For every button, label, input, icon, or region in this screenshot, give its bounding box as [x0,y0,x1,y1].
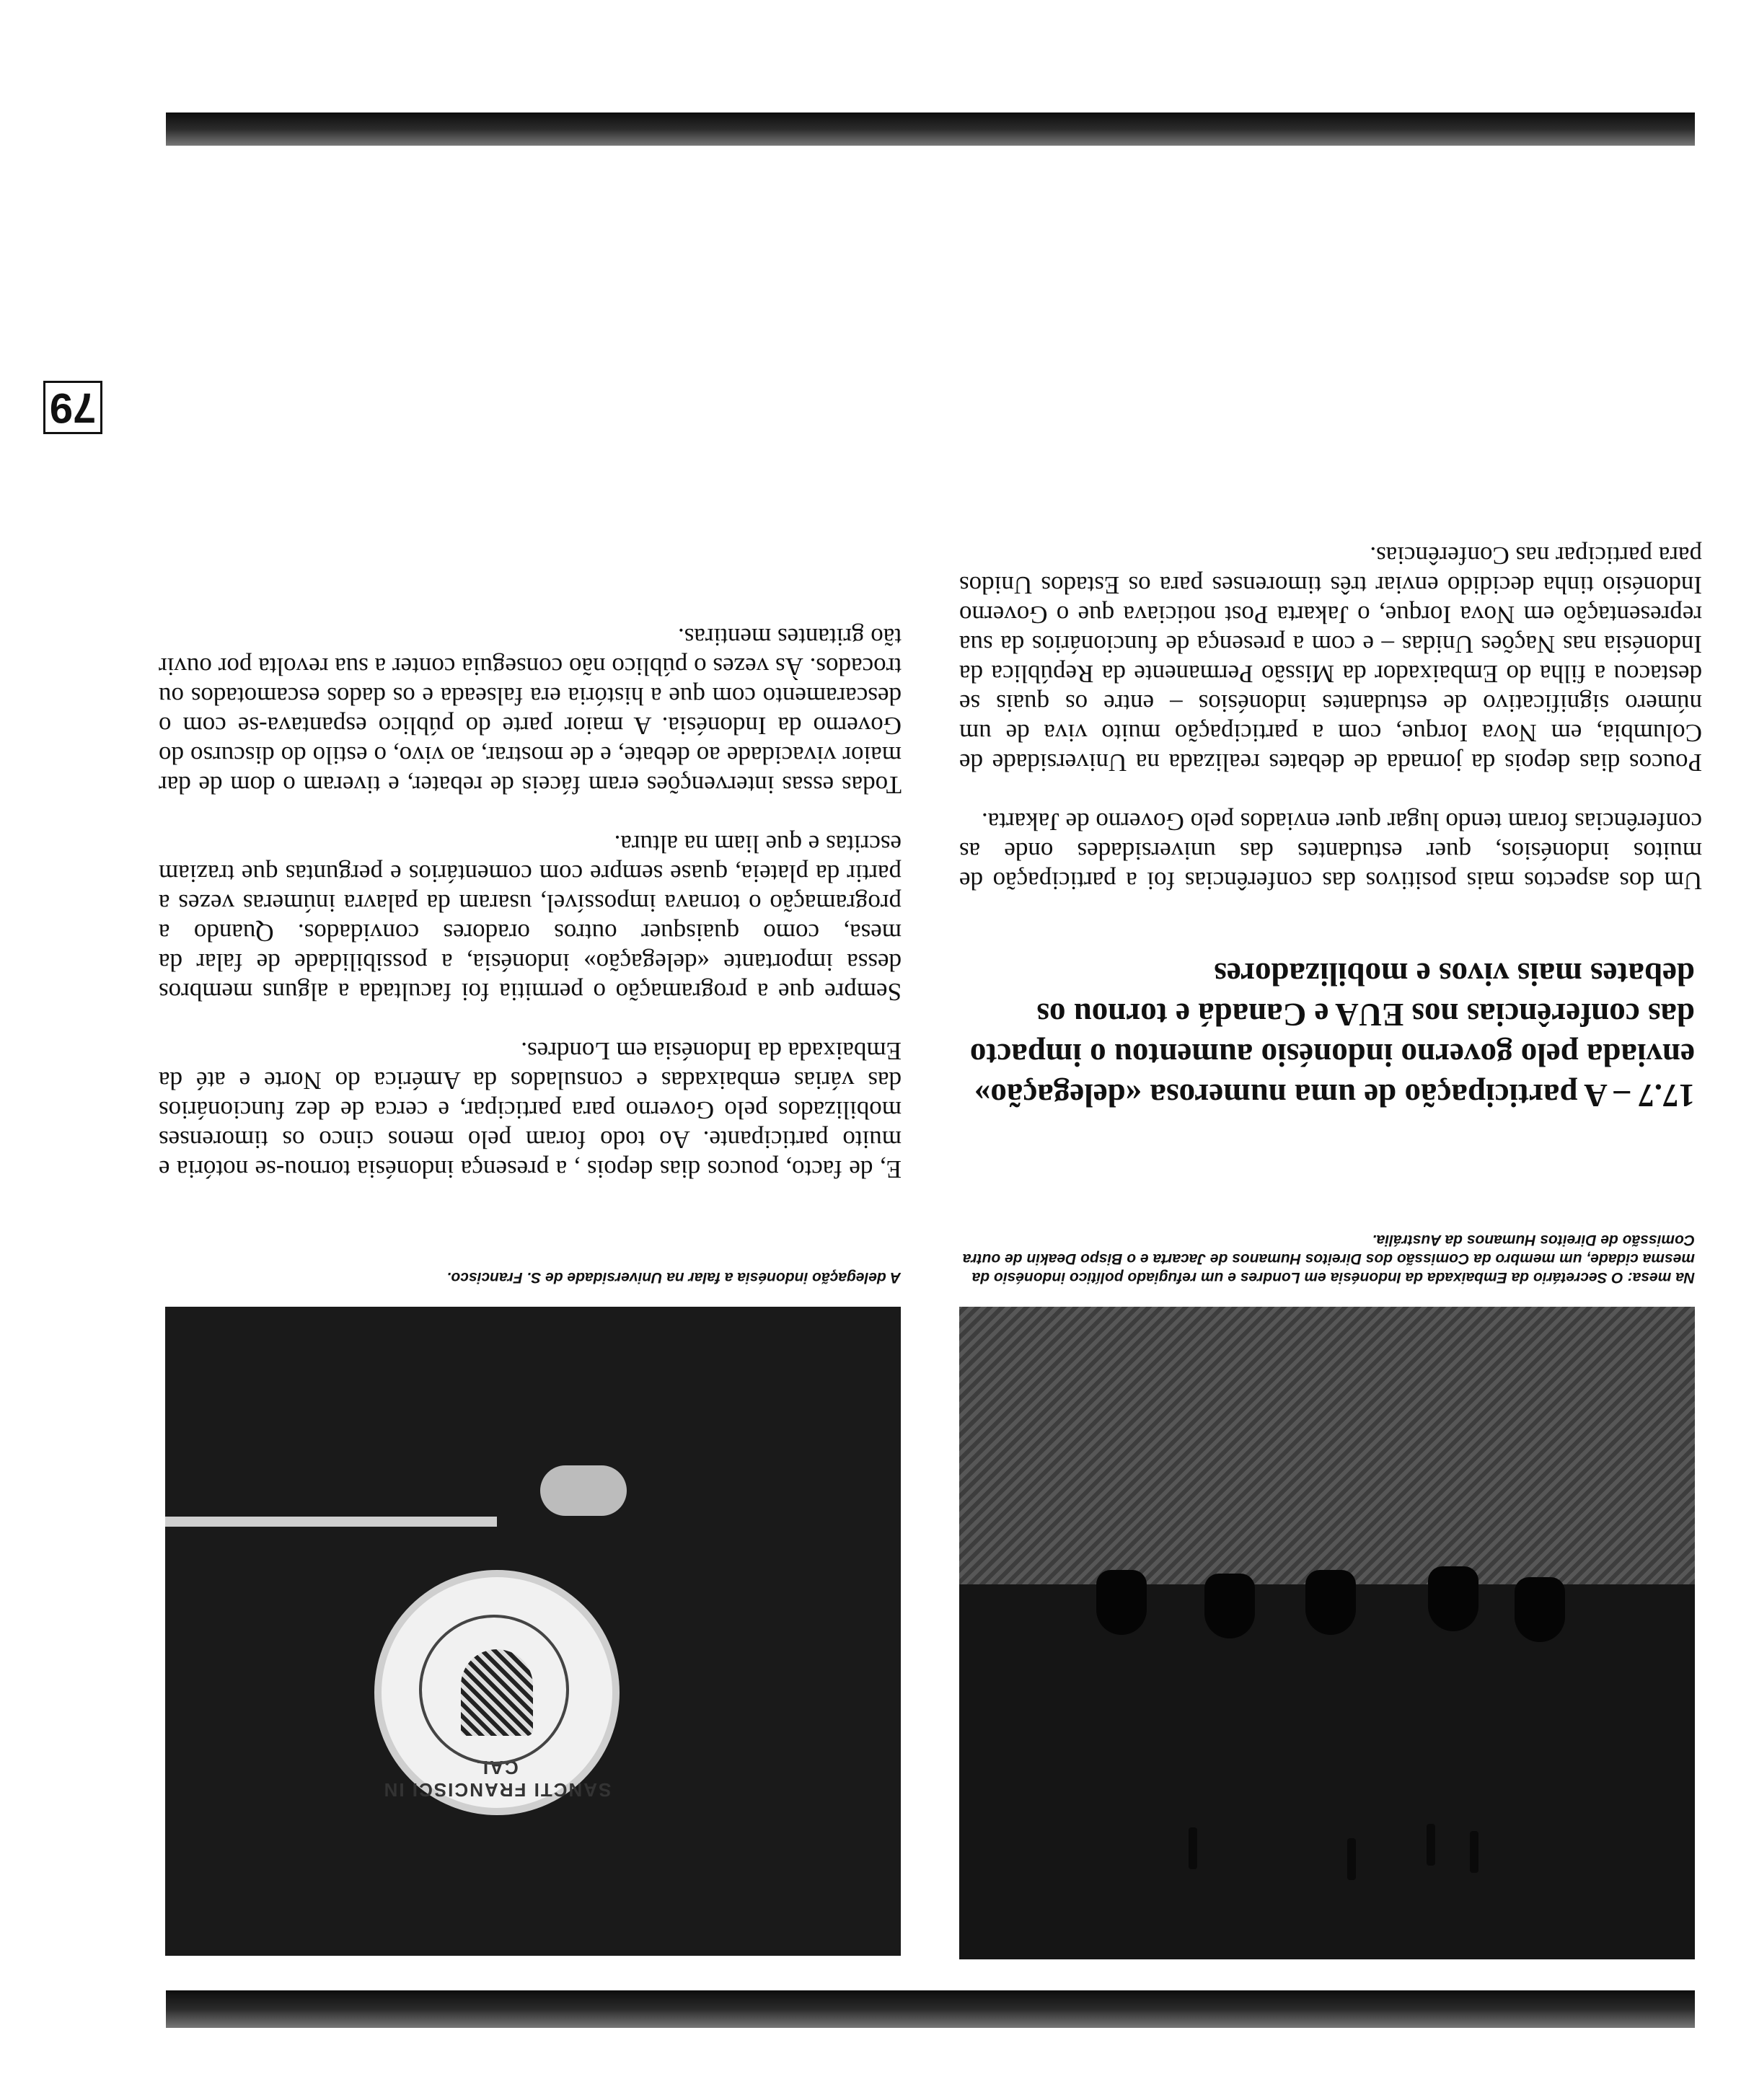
seal-shield [461,1649,533,1736]
photo-bottle [1347,1838,1356,1880]
photo-person [1204,1574,1255,1638]
photo-person [1515,1577,1565,1642]
footer-rule [166,112,1695,146]
photo-person [1428,1566,1478,1631]
paragraph: Sempre que a programação o permitia foi facultada a alguns membros dessa importante «delegação» indonésia, a possibilidade de falar da mesa, como quaisquer outros oradores convidados. Quando a programação o tornava impossível, usaram da palavra inúmeras vezes a partir da plateia, quase sempre com comentários e perguntas que traziam escritas e que liam na altura. [159,830,902,1006]
microphone-bar [165,1517,497,1527]
photo-bottle [1427,1824,1435,1866]
speaker-hand [540,1465,627,1516]
paragraph: Todas essas intervenções eram fáceis de rebater, e tiveram o dom de dar maior vivacidade ao debate, e de mostrar, ao vivo, o estilo do discurso do Governo da Indonésia. A maior parte do público espantava-se com o descaramento com que a história era falseada e os dados escamotados ou trocados. Às vezes o público não conseguia conter a sua revolta por ouvir tão gritantes mentiras. [159,623,902,799]
photo-floor [959,1307,1695,1584]
section-heading: 17.7 – A participação de uma numerosa «delegação» enviada pelo governo indonésio aumentou o impacto das conferências nos EUA e Canadá e tornou os debates mais vivos e mobilizadores [969,956,1695,1113]
photo-bottle [1470,1831,1478,1873]
paragraph: Poucos dias depois da jornada de debates realizada na Universidade de Columbia, em Nova Iorque, com a participação muito viva de um número significativo de estudantes indonésios – entre os quais se destacou a filha do Embaixador da Missão Permanente da República da Indonésia nas Nações Unidas – e com a presença de funcionários da sua representação em Nova Iorque, o Jakarta Post noticiava que o Governo Indonésio tinha decidido enviar três timorenses para os Estados Unidos para participar nas Conferências. [959,542,1702,777]
page-number: 79 [43,381,102,434]
header-rule [166,1990,1695,2028]
university-seal [374,1570,620,1815]
photo-bottle [1189,1827,1197,1869]
left-column [959,511,1702,896]
paragraph: Um dos aspectos mais positivos das conferências foi a participação de muitos indonésios, quer estudantes das universidades onde as conferências foram tendo lugar quer enviados pelo Governo de Jakarta. [959,808,1702,895]
photo-person [1096,1570,1147,1635]
seal-text: SANCTI FRANCISCI IN CAL [382,1757,612,1801]
photo-person [1305,1570,1356,1635]
paragraph: E, de facto, poucos dias depois , a presença indonésia tornou-se notória e muito participante. Ao todo foram pelo menos cinco os timorenses mobilizados pelo Governo para participar, e cerca de dez funcionários das várias embaixadas e consulados da América do Norte e até da Embaixada da Indonésia em Londres. [159,1037,902,1183]
panel-photo [959,1307,1695,1959]
right-column [159,593,902,1184]
podium-photo [165,1307,901,1956]
panel-photo-caption: Na mesa: O Secretário da Embaixada da Indonésia em Londres e um refugiado político indonésio da mesma cidade, um membro da Comissão dos Direitos Humanos de Jacarta e o Bispo Deakin de outra Comissão de Direitos Humanos da Austrália. [962,1232,1695,1286]
podium-photo-caption: A delegação indonésia a falar na Universidade de S. Francisco. [446,1269,901,1286]
